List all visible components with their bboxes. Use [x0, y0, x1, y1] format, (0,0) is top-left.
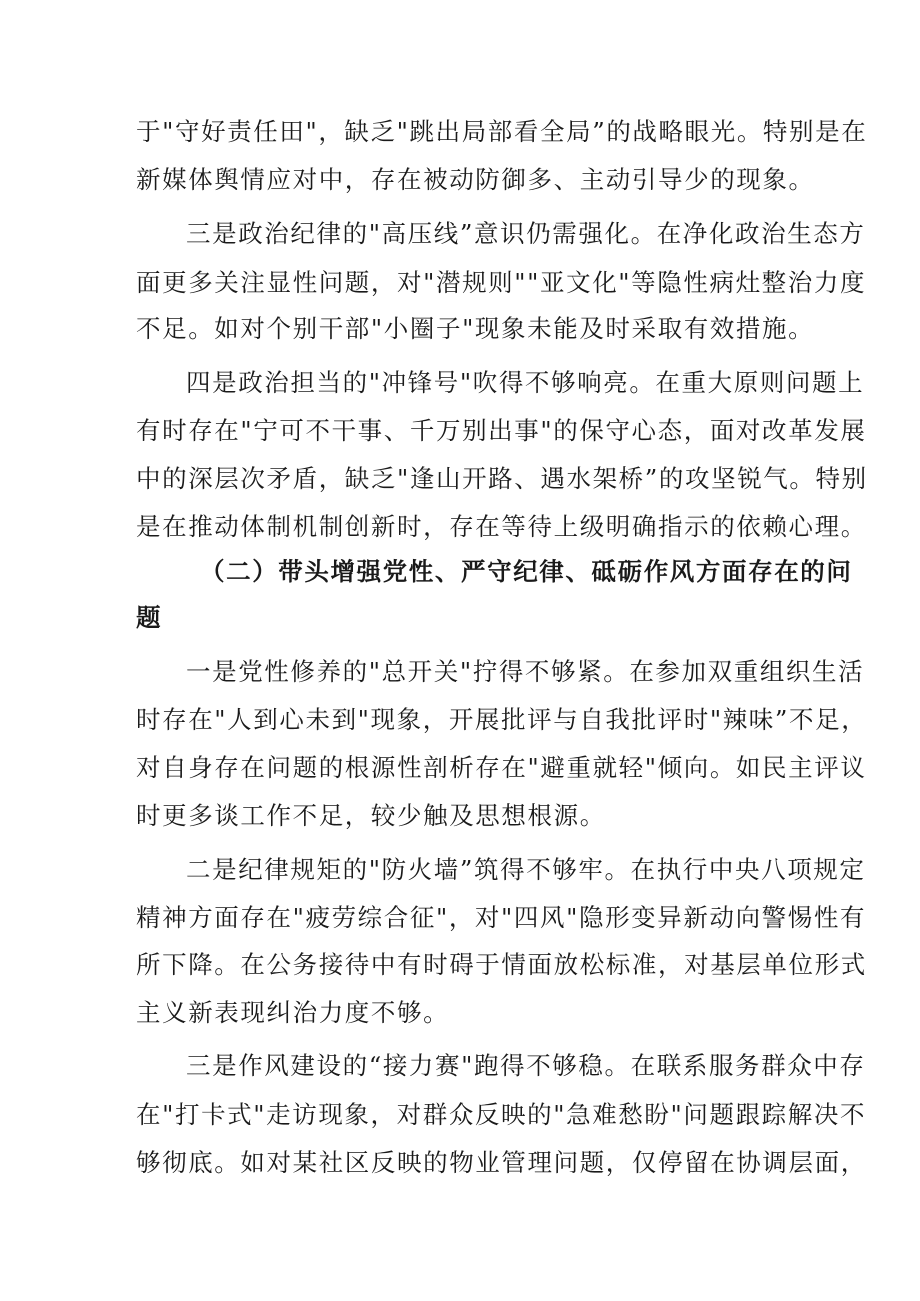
paragraph-first-line: 三是作风建设的“接力赛"跑得不够稳。在联系服务群众中存: [186, 1051, 866, 1080]
paragraph-line: 新媒体舆情应对中，存在被动防御多、主动引导少的现象。: [136, 165, 815, 194]
section-heading-continued: 题: [136, 603, 163, 632]
paragraph-line: 时存在"人到心未到"现象，开展批评与自我批评时"辣味”不足，: [136, 705, 868, 734]
section-heading: （二）带头增强党性、严守纪律、砥砺作风方面存在的问: [200, 557, 853, 586]
paragraph-line: 对自身存在问题的根源性剖析存在"避重就轻"倾向。如民主评议: [136, 753, 867, 782]
paragraph-first-line: 三是政治纪律的"高压线”意识仍需强化。在净化政治生态方: [186, 219, 866, 248]
paragraph-line: 是在推动体制机制创新时，存在等待上级明确指示的依赖心理。: [136, 512, 867, 541]
paragraph-first-line: 一是党性修养的"总开关"拧得不够紧。在参加双重组织生活: [186, 657, 865, 686]
paragraph-line: 够彻底。如对某社区反映的物业管理问题，仅停留在协调层面，: [136, 1148, 867, 1177]
paragraph-first-line: 四是政治担当的"冲锋号"吹得不够响亮。在重大原则问题上: [186, 368, 865, 397]
paragraph-first-line: 二是纪律规矩的"防火墙”筑得不够牢。在执行中央八项规定: [186, 855, 866, 884]
paragraph-line: 于"守好责任田"，缺乏"跳出局部看全局”的战略眼光。特别是在: [136, 117, 868, 146]
paragraph-line: 主义新表现纠治力度不够。: [136, 998, 450, 1027]
paragraph-line: 不足。如对个别干部"小圈子"现象未能及时采取有效措施。: [136, 314, 815, 343]
paragraph-line: 在"打卡式"走访现象，对群众反映的"急难愁盼"问题跟踪解决不: [136, 1100, 867, 1129]
paragraph-line: 所下降。在公务接待中有时碍于情面放松标准，对基层单位形式: [136, 950, 867, 979]
paragraph-line: 面更多关注显性问题，对"潜规则""亚文化"等隐性病灶整治力度: [136, 268, 867, 297]
paragraph-line: 时更多谈工作不足，较少触及思想根源。: [136, 801, 606, 830]
paragraph-line: 有时存在"宁可不干事、千万别出事"的保守心态，面对改革发展: [136, 416, 867, 445]
paragraph-line: 中的深层次矛盾，缺乏"逢山开路、遇水架桥”的攻坚锐气。特别: [136, 464, 868, 493]
paragraph-line: 精神方面存在"疲劳综合征"，对"四风"隐形变异新动向警惕性有: [136, 903, 867, 932]
